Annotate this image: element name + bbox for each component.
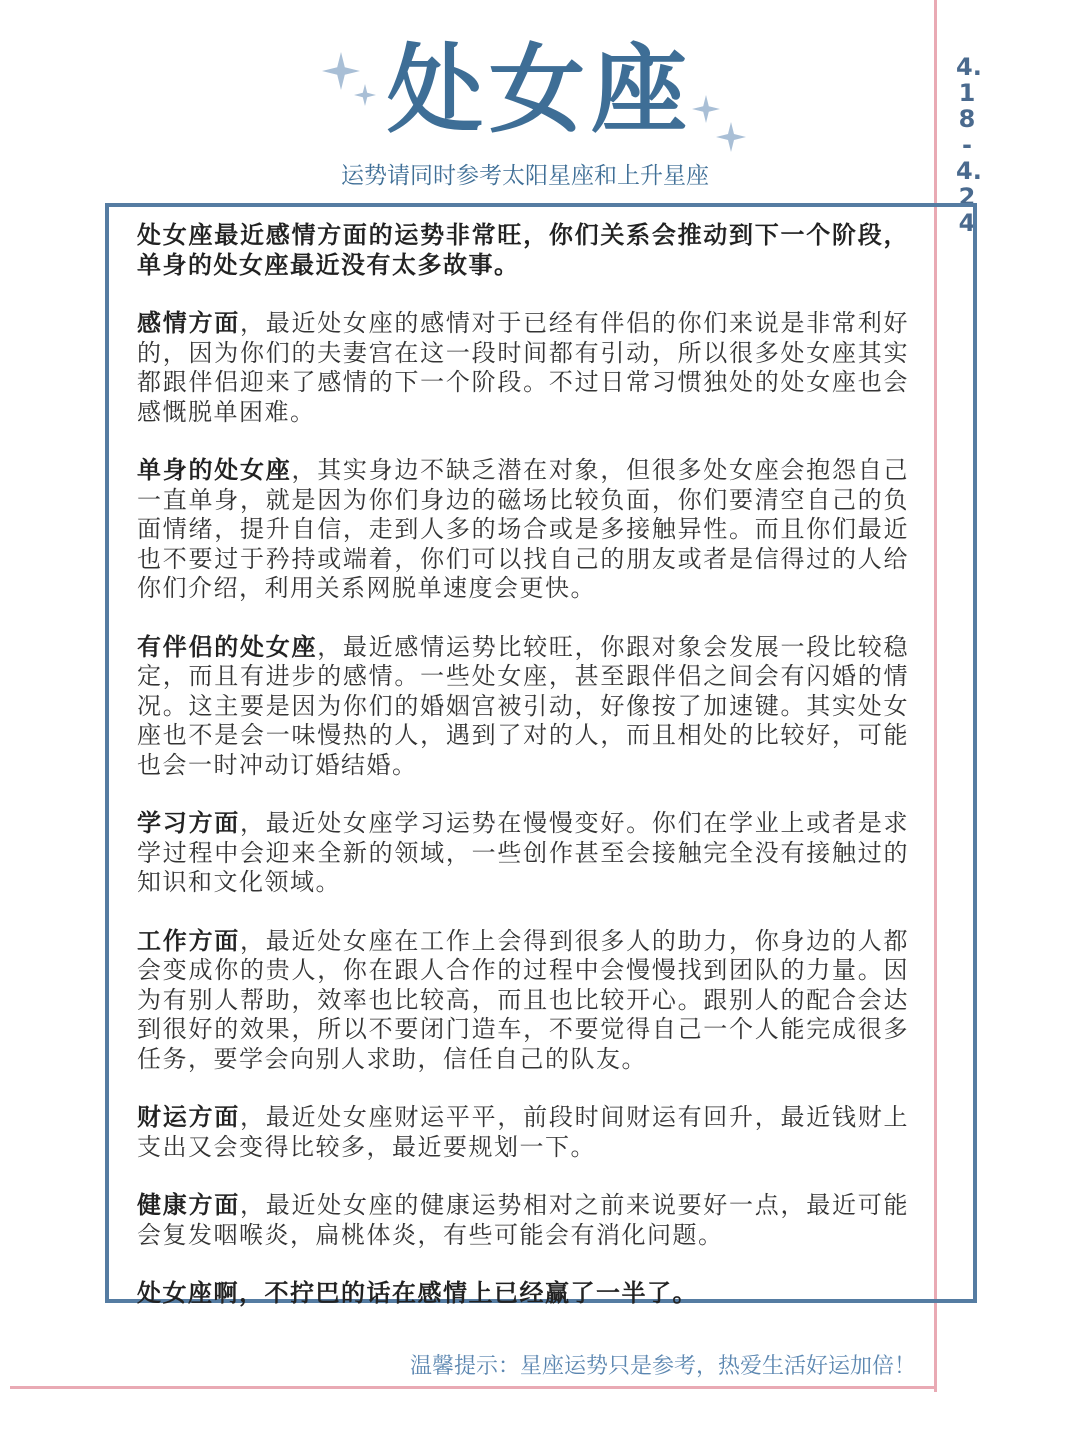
page-subtitle: 运势请同时参考太阳星座和上升星座 bbox=[341, 163, 709, 189]
section-heading: 单身的处女座 bbox=[137, 456, 292, 484]
section-health bbox=[137, 1191, 909, 1250]
section-partnered bbox=[137, 633, 909, 781]
date-range: 4.18-4.24 bbox=[956, 53, 982, 237]
section-text: ，最近感情运势比较旺，你跟对象会发展一段比较稳定，而且有进步的感情。一些处女座，甚至跟伴侣之间会有闪婚的情况。这主要是因为你们的婚姻宫被引动，好像按了加速键。其实处女座也不是会一味慢热的人，遇到了对的人，而且相处的比较好，可能也会一时冲动订婚结婚。 bbox=[137, 632, 910, 779]
section-work bbox=[137, 927, 909, 1075]
section-text: ，最近处女座学习运势在慢慢变好。你们在学业上或者是求学过程中会迎来全新的领域，一些创作甚至会接触完全没有接触过的知识和文化领域。 bbox=[137, 809, 910, 896]
pink-horizontal-line bbox=[10, 1386, 937, 1389]
section-wealth bbox=[137, 1103, 909, 1162]
page-title: 处女座 bbox=[387, 34, 693, 146]
closing-paragraph: 处女座啊，不拧巴的话在感情上已经赢了一半了。 bbox=[137, 1279, 698, 1307]
section-text: ，最近处女座财运平平，前段时间财运有回升，最近钱财上支出又会变得比较多，最近要规划一下。 bbox=[137, 1103, 910, 1161]
section-heading: 工作方面 bbox=[137, 926, 240, 955]
content-frame bbox=[105, 203, 977, 1307]
section-text: ，最近处女座的健康运势相对之前来说要好一点，最近可能会复发咽喉炎，扁桃体炎，有些可能会有消化问题。 bbox=[137, 1191, 910, 1249]
section-heading: 学习方面 bbox=[137, 809, 240, 837]
section-heading: 有伴侣的处女座 bbox=[137, 632, 318, 661]
intro-paragraph: 处女座最近感情方面的运势非常旺，你们关系会推动到下一个阶段，单身的处女座最近没有太多故事。 bbox=[137, 221, 909, 279]
footer-tip: 温馨提示：星座运势只是参考，热爱生活好运加倍！ bbox=[409, 1354, 916, 1379]
section-text: ，最近处女座在工作上会得到很多人的助力，你身边的人都会变成你的贵人，你在跟人合作的过程中会慢慢找到团队的力量。因为有别人帮助，效率也比较高，而且也比较开心。跟别人的配合会达到很好的效果，所以不要闭门造车，不要觉得自己一个人能完成很多任务，要学会向别人求助，信任自己的队友。 bbox=[137, 926, 910, 1073]
section-text: ，最近处女座的感情对于已经有伴侣的你们来说是非常利好的，因为你们的夫妻宫在这一段时间都有引动，所以很多处女座其实都跟伴侣迎来了感情的下一个阶段。不过日常习惯独处的处女座也会感慨脱单困难。 bbox=[137, 309, 910, 426]
section-love bbox=[137, 309, 909, 427]
section-heading: 健康方面 bbox=[137, 1191, 240, 1219]
section-heading: 财运方面 bbox=[137, 1103, 240, 1131]
section-text: ，其实身边不缺乏潜在对象，但很多处女座会抱怨自己一直单身，就是因为你们身边的磁场比较负面，你们要清空自己的负面情绪，提升自信，走到人多的场合或是多接触异性。而且你们最近也不要过于矜持或端着，你们可以找自己的朋友或者是信得过的人给你们介绍，利用关系网脱单速度会更快。 bbox=[137, 456, 910, 602]
section-heading: 感情方面 bbox=[137, 309, 240, 337]
section-single bbox=[137, 456, 909, 604]
section-study bbox=[137, 809, 909, 898]
